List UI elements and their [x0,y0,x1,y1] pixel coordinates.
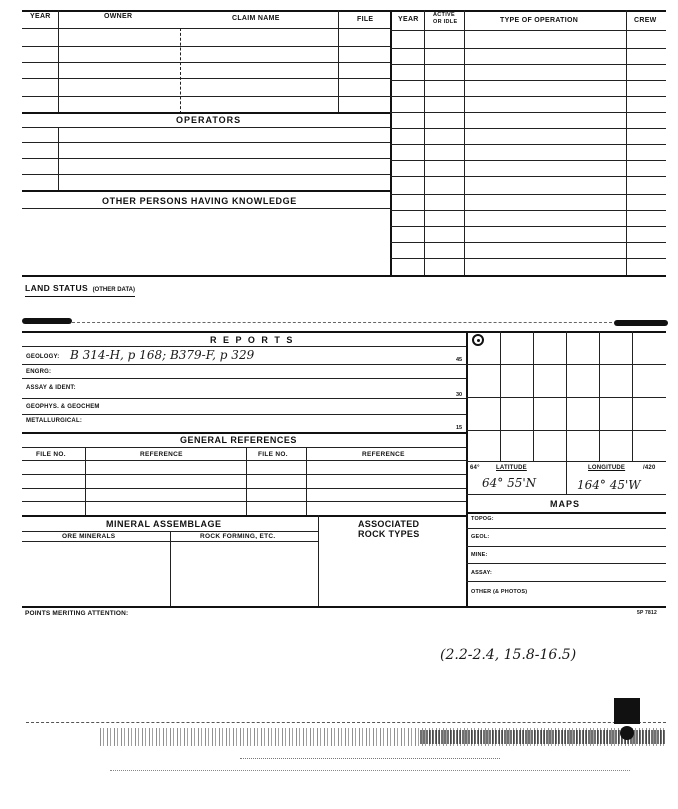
associated-rock-types-line2: ROCK TYPES [358,529,420,539]
genref-header-reference-1: REFERENCE [140,451,183,458]
reports-geology-code: 45 [456,357,463,363]
genref-header-file-no-2: FILE NO. [258,451,288,458]
claims-header-claim-name: CLAIM NAME [232,15,280,22]
activity-header-crew: CREW [634,17,657,24]
target-icon [472,334,484,346]
reports-assay-label: ASSAY & IDENT: [26,385,76,391]
claims-header-year: YEAR [30,13,51,20]
claims-header-owner: OWNER [104,13,133,20]
reports-title: R E P O R T S [210,335,295,345]
genref-header-file-no-1: FILE NO. [36,451,66,458]
genref-header-reference-2: REFERENCE [362,451,405,458]
land-status [25,278,135,297]
operators-title: OPERATORS [176,115,242,125]
reports-metallurgical-label: METALLURGICAL: [26,418,83,424]
scan-smudge-right [614,320,668,326]
reports-geology-value: B 314-H, p 168; B379-F, p 329 [70,348,255,362]
land-status-sub: (OTHER DATA) [92,287,135,293]
reports-metallurgical-code: 15 [456,425,463,431]
activity-header-type-of-operation: TYPE OF OPERATION [500,17,579,24]
claims-header-file: FILE [357,16,374,23]
longitude-value: 164° 45'W [577,478,641,492]
maps-title: MAPS [550,499,581,509]
other-persons-title: OTHER PERSONS HAVING KNOWLEDGE [102,196,297,206]
handwritten-note: (2.2-2.4, 15.8-16.5) [440,647,577,663]
latitude-label: LATITUDE [496,465,527,471]
associated-rock-types-line1: ASSOCIATED [358,519,420,529]
form-number: 5P 7812 [637,610,657,616]
lat-prefix: 64° [470,465,480,471]
longitude-label: LONGITUDE [588,465,626,471]
maps-geol-label: GEOL: [471,534,490,540]
maps-assay-label: ASSAY: [471,570,493,576]
points-meriting-attention-label: POINTS MERITING ATTENTION: [25,610,129,617]
maps-other-label: OTHER (& PHOTOS) [471,589,528,595]
reports-engrg-label: ENGRG: [26,369,52,375]
scan-smudge-left [22,318,72,324]
general-references-title: GENERAL REFERENCES [180,435,297,445]
activity-header-active: ACTIVE [433,12,455,18]
reports-assay-code: 30 [456,392,463,398]
activity-header-or-idle: OR IDLE [433,19,458,25]
activity-header-year: YEAR [398,16,419,23]
lon-suffix: /420 [643,465,656,471]
maps-topog-label: TOPOG: [471,516,494,522]
land-status-label: LAND STATUS [25,283,89,293]
maps-mine-label: MINE: [471,552,488,558]
reports-geophys-label: GEOPHYS. & GEOCHEM [26,404,100,410]
ore-minerals-header: ORE MINERALS [62,533,116,540]
rock-forming-header: ROCK FORMING, ETC. [200,533,276,540]
mineral-assemblage-title: MINERAL ASSEMBLAGE [106,519,222,529]
latitude-value: 64° 55'N [482,476,537,490]
reports-geology-label: GEOLOGY: [26,354,60,360]
